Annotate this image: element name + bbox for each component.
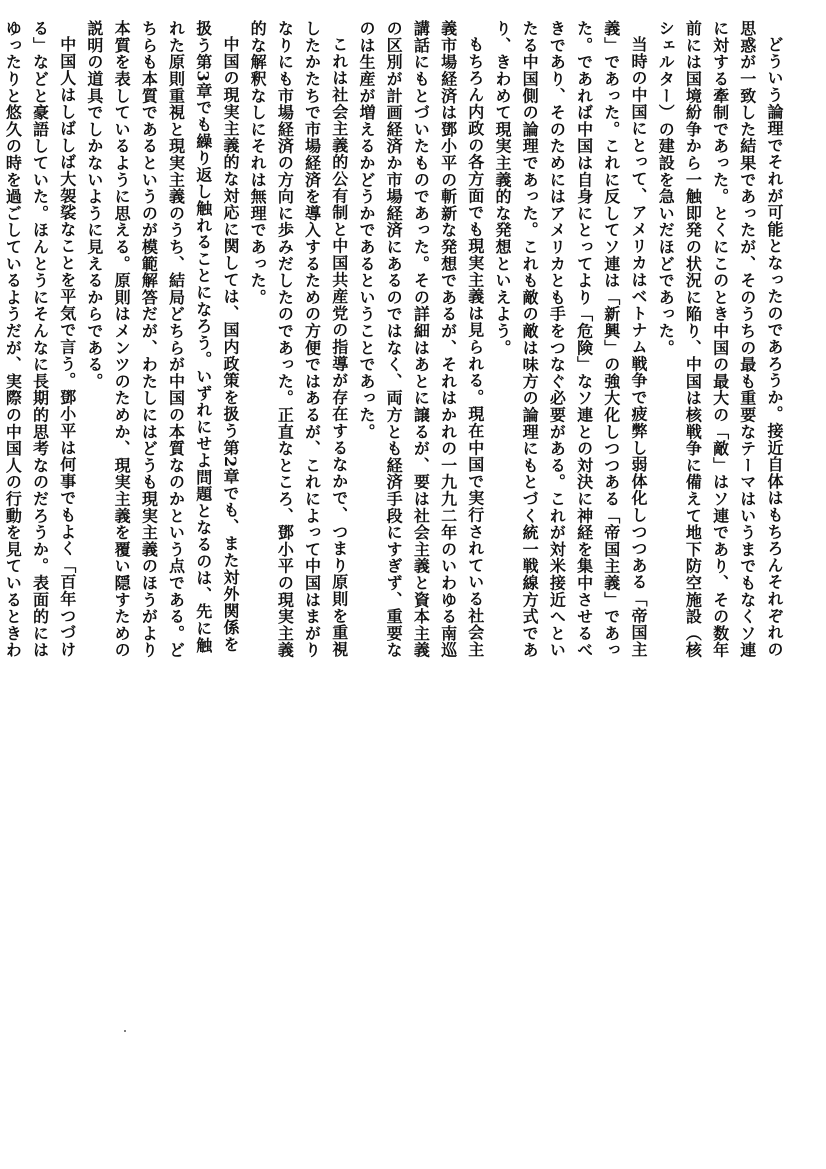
scan-speck [124,1030,126,1032]
paragraph: 中国人はしばしば大袈裟なことを平気で言う。鄧小平は何事でもよく「百年つづける」などと豪語していた。ほんとうにそんなに長期的思考なのだろうか。表面的にはゆったりと悠久の時を過ごしているようだが、実際の中国人の行動を見ているときわ [3,20,77,659]
paragraph: これは社会主義的公有制と中国共産党の指導が存在するなかで、つまり原則を重視したかたちで市場経済を導入するための方便ではあるが、これによって中国はまがりなりにも市場経済の方向に歩みだしたのであった。正直なところ、鄧小平の現実主義的な解釈なしにそれは無理であった。 [248,20,349,659]
paragraph: 当時の中国にとって、アメリカはベトナム戦争で疲弊し弱体化しつつある「帝国主義」であった。これに反してソ連は「新興」の強大化しつつある「帝国主義」であった。であれば中国は自身にとってより「危険」なソ連との対決に神経を集中させるべきであり、そのためにはアメリカとも手をつなぐ必要がある。これが対米接近へといたる中国側の論理であった。これも敵の敵は味方の論理にもとづく統一戦線方式であり、きわめて現実主義的な発想といえよう。 [492,20,648,659]
paragraph: どういう論理でそれが可能となったのであろうか。接近自体はもちろんそれぞれの思惑が一致した結果であったが、そのうちの最も重要なテーマはいうまでもなくソ連に対する牽制であった。とくにこのとき中国の最大の「敵」はソ連であり、その数年前には国境紛争から一触即発の状況に陥り、中国は核戦争に備えて地下防空施設（核シェルター）の建設を急いだほどであった。 [656,20,784,659]
paragraph: 中国の現実主義的な対応に関しては、国内政策を扱う第2章でも、また対外関係を扱う第3章でも繰り返し触れることになろう。いずれにせよ問題となるのは、先に触れた原則重視と現実主義のうち、結局どちらが中国の本質なのかという点である。どちらも本質であるというのが模範解答だが、わたしにはどうも現実主義のほうがより本質を表しているように思える。原則はメンツのためか、現実主義を覆い隠すための説明の道具でしかないように見えるからである。 [84,20,240,659]
paragraph: もちろん内政の各方面でも現実主義は見られる。現在中国で実行されている社会主義市場経済は鄧小平の斬新な発想であるが、それはかれの一九九二年のいわゆる南巡講話にもとづいたものであった。その詳細はあとに譲るが、要は社会主義と資本主義の区別が計画経済か市場経済にあるのではなく、両方とも経済手段にすぎず、重要なのは生産が増えるかどうかであるということであった。 [356,20,485,659]
vertical-text-body [0,20,788,660]
